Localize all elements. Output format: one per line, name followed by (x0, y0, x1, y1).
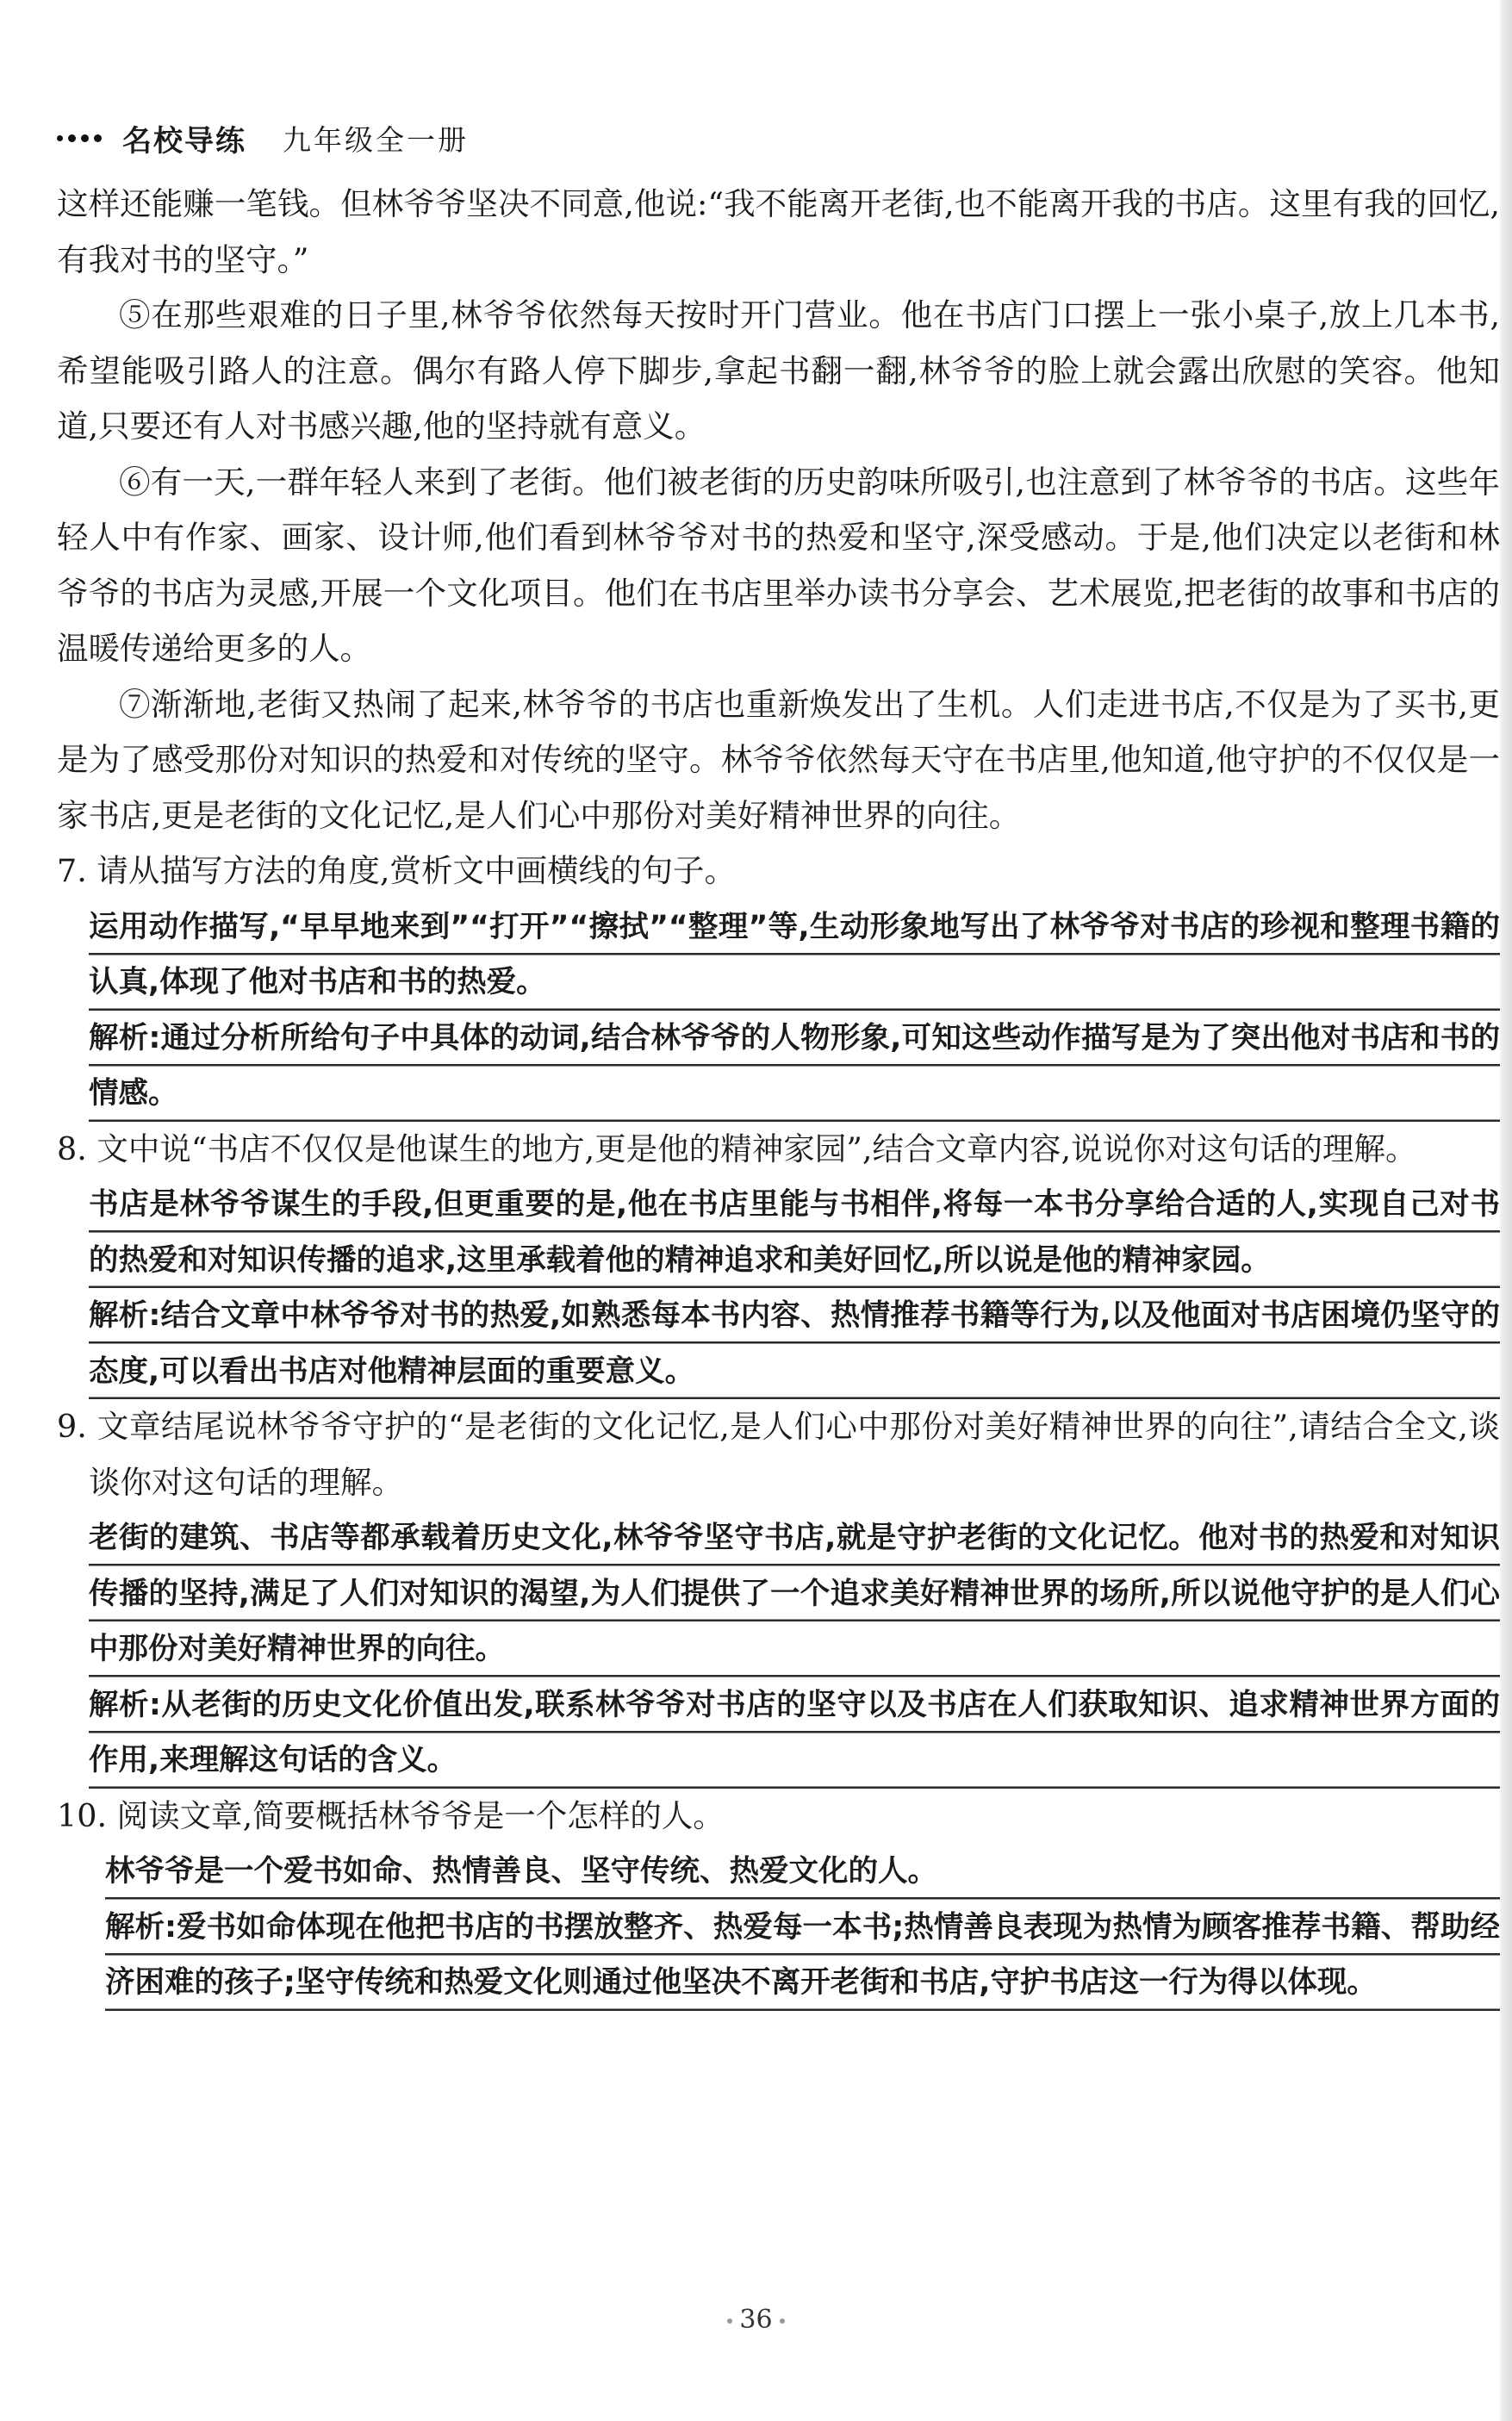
page-dot-right (780, 2318, 785, 2324)
answer-9: 老街的建筑、书店等都承载着历史文化,林爷爷坚守书店,就是守护老街的文化记忆。他对书的热爱和对知识传播的坚持,满足了人们对知识的渴望,为人们提供了一个追求美好精神世界的场所,所以说他守护的是人们心中那份对美好精神世界的向往。 (57, 1510, 1500, 1677)
page-edge (1500, 0, 1512, 2421)
page-number (0, 2305, 1512, 2335)
page-content (57, 177, 1500, 2011)
page-header (57, 112, 469, 164)
question-9: 9. 文章结尾说林爷爷守护的“是老街的文化记忆,是人们心中那份对美好精神世界的向往”,请结合全文,谈谈你对这句话的理解。 (57, 1408, 1500, 1501)
analysis-9: 解析:从老街的历史文化价值出发,联系林爷爷对书店的坚守以及书店在人们获取知识、追求精神世界方面的作用,来理解这句话的含义。 (57, 1677, 1500, 1789)
analysis-10: 解析:爱书如命体现在他把书店的书摆放整齐、热爱每一本书;热情善良表现为热情为顾客推荐书籍、帮助经济困难的孩子;坚守传统和热爱文化则通过他坚决不离开老街和书店,守护书店这一行为得以体现。 (57, 1900, 1500, 2011)
page-dot-left (727, 2318, 732, 2324)
question-8: 8. 文中说“书店不仅仅是他谋生的地方,更是他的精神家园”,结合文章内容,说说你对这句话的理解。 (57, 1130, 1417, 1167)
answer-7: 运用动作描写,“早早地来到”“打开”“擦拭”“整理”等,生动形象地写出了林爷爷对书店的珍视和整理书籍的认真,体现了他对书店和书的热爱。 (57, 899, 1500, 1011)
article-paragraph: ⑦渐渐地,老街又热闹了起来,林爷爷的书店也重新焕发出了生机。人们走进书店,不仅是为了买书,更是为了感受那份对知识的热爱和对传统的坚守。林爷爷依然每天守在书店里,他知道,他守护的不仅仅是一家书店,更是老街的文化记忆,是人们心中那份对美好精神世界的向往。 (57, 685, 1500, 834)
page-number-text: 36 (739, 2305, 773, 2335)
article-paragraph: ⑤在那些艰难的日子里,林爷爷依然每天按时开门营业。他在书店门口摆上一张小桌子,放上几本书,希望能吸引路人的注意。偶尔有路人停下脚步,拿起书翻一翻,林爷爷的脸上就会露出欣慰的笑容。他知道,只要还有人对书感兴趣,他的坚持就有意义。 (57, 296, 1500, 445)
article-paragraph: ⑥有一天,一群年轻人来到了老街。他们被老街的历史韵味所吸引,也注意到了林爷爷的书店。这些年轻人中有作家、画家、设计师,他们看到林爷爷对书的热爱和坚守,深受感动。于是,他们决定以老街和林爷爷的书店为灵感,开展一个文化项目。他们在书店里举办读书分享会、艺术展览,把老街的故事和书店的温暖传递给更多的人。 (57, 463, 1500, 667)
analysis-8: 解析:结合文章中林爷爷对书的热爱,如熟悉每本书内容、热情推荐书籍等行为,以及他面对书店困境仍坚守的态度,可以看出书店对他精神层面的重要意义。 (57, 1288, 1500, 1399)
answer-8: 书店是林爷爷谋生的手段,但更重要的是,他在书店里能与书相伴,将每一本书分享给合适的人,实现自己对书的热爱和对知识传播的追求,这里承载着他的精神追求和美好回忆,所以说是他的精神家园。 (57, 1177, 1500, 1288)
header-dots-icon (57, 134, 107, 142)
series-title: 名校导练 (122, 123, 246, 159)
analysis-7: 解析:通过分析所给句子中具体的动词,结合林爷爷的人物形象,可知这些动作描写是为了突出他对书店和书的情感。 (57, 1011, 1500, 1122)
grade-label: 九年级全一册 (283, 122, 469, 157)
question-10: 10. 阅读文章,简要概括林爷爷是一个怎样的人。 (57, 1796, 725, 1834)
article-paragraph: 这样还能赚一笔钱。但林爷爷坚决不同意,他说:“我不能离开老街,也不能离开我的书店。这里有我的回忆,有我对书的坚守。” (57, 185, 1500, 278)
answer-10: 林爷爷是一个爱书如命、热情善良、坚守传统、热爱文化的人。 (57, 1844, 1500, 1900)
question-7: 7. 请从描写方法的角度,赏析文中画横线的句子。 (57, 852, 737, 889)
